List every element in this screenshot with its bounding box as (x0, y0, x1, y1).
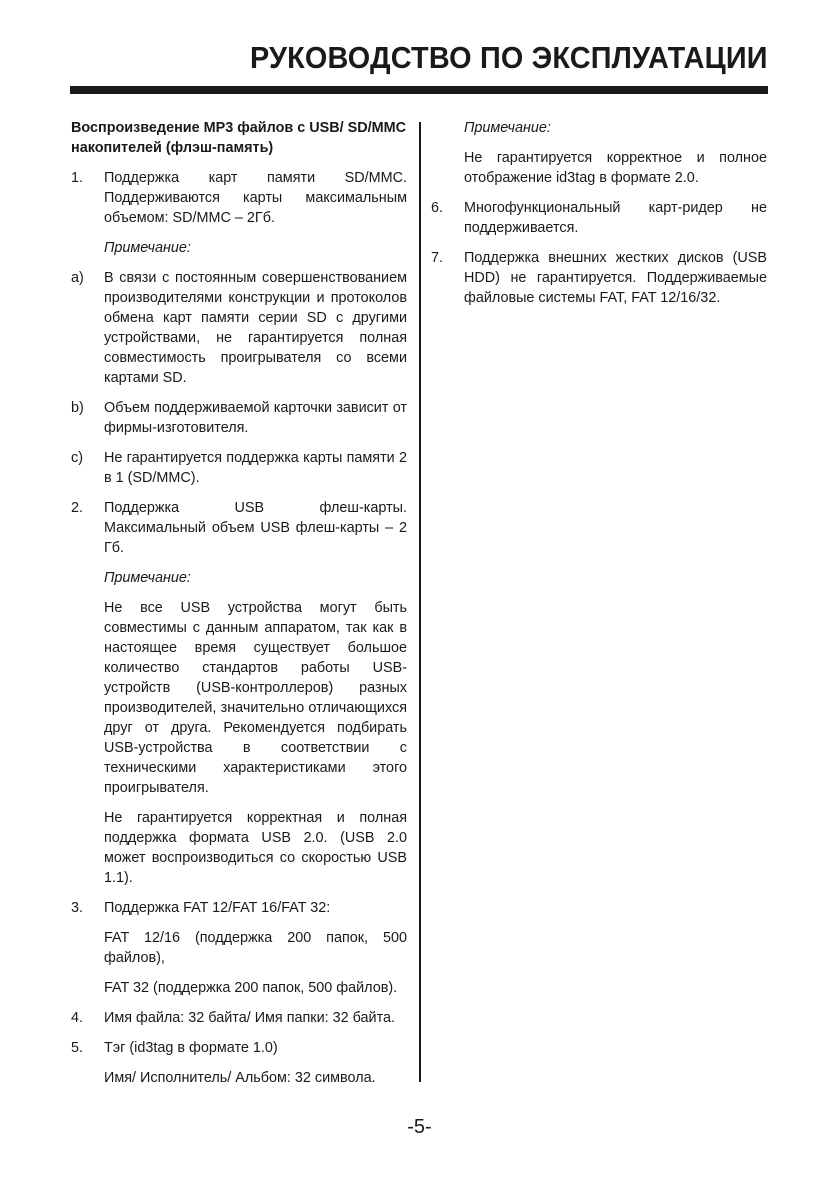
page-number: -5- (407, 1116, 432, 1138)
list-item-3 (71, 898, 407, 918)
list-number: 3. (71, 900, 84, 916)
list-item-1 (71, 168, 407, 228)
paragraph: Не все USB устройства могут быть совместимы с данным аппаратом, так как в настоящее время существует большое количество стандартов работы USB-устройств (USB-контроллеров) разных производителей, значительно отличающихся друг от друга. Рекомендуется подбирать USB-устройства в соответствии с техническими характеристиками этого проигрывателя. (104, 600, 407, 796)
note-label: Примечание: (104, 240, 191, 256)
sub-item-a (71, 268, 407, 388)
paragraph: Имя/ Исполнитель/ Альбом: 32 символа. (104, 1070, 376, 1086)
paragraph: Не гарантируется корректная и полная поддержка формата USB 2.0. (USB 2.0 может воспроизводиться со скоростью USB 1.1). (104, 810, 407, 886)
list-text: Поддержка карт памяти SD/MMC. Поддерживаются карты максимальным объемом: SD/MMC – 2Гб. (104, 170, 407, 226)
list-text: Поддержка USB флеш-карты. Максимальный объем USB флеш-карты – 2 Гб. (104, 500, 407, 556)
list-letter: a) (71, 270, 84, 286)
list-text: Имя файла: 32 байта/ Имя папки: 32 байта. (104, 1010, 396, 1026)
paragraph: FAT 32 (поддержка 200 папок, 500 файлов). (104, 980, 398, 996)
paragraph: FAT 12/16 (поддержка 200 папок, 500 файлов), (104, 930, 407, 966)
list-number: 1. (71, 170, 84, 186)
list-letter: b) (71, 400, 84, 416)
list-text: В связи с постоянным совершенствованием производителями конструкции и протоколов обмена карт памяти серии SD с другими устройствами, не гарантируется полная совместимость проигрывателя со всеми картами SD. (104, 270, 407, 386)
list-text: Поддержка внешних жестких дисков (USB HDD) не гарантируется. Поддерживаемые файловые системы FAT, FAT 12/16/32. (464, 250, 767, 306)
paragraph: Не гарантируется корректное и полное отображение id3tag в формате 2.0. (464, 150, 767, 186)
section-title: Воспроизведение МР3 файлов с USB/ SD/MMC накопителей (флэш-память) (71, 120, 406, 156)
note-label: Примечание: (104, 570, 191, 586)
note-label: Примечание: (464, 120, 551, 136)
list-letter: c) (71, 450, 83, 466)
right-column (431, 118, 767, 318)
list-text: Не гарантируется поддержка карты памяти 2 в 1 (SD/MMC). (104, 450, 407, 486)
sub-item-b (71, 398, 407, 438)
list-item-6 (431, 198, 767, 238)
list-text: Поддержка FAT 12/FAT 16/FAT 32: (104, 900, 331, 916)
list-text: Многофункциональный карт-ридер не поддерживается. (464, 200, 767, 236)
list-number: 2. (71, 500, 84, 516)
sub-item-c (71, 448, 407, 488)
header-rule (70, 86, 768, 94)
list-item-5 (71, 1038, 407, 1058)
list-item-4 (71, 1008, 407, 1028)
list-text: Тэг (id3tag в формате 1.0) (104, 1040, 278, 1056)
list-number: 5. (71, 1040, 84, 1056)
list-number: 7. (431, 250, 444, 266)
list-number: 4. (71, 1010, 84, 1026)
page-title: РУКОВОДСТВО ПО ЭКСПЛУАТАЦИИ (250, 40, 768, 75)
left-column (71, 118, 407, 1098)
list-number: 6. (431, 200, 444, 216)
list-item-2 (71, 498, 407, 558)
list-text: Объем поддерживаемой карточки зависит от фирмы-изготовителя. (104, 400, 407, 436)
list-item-7 (431, 248, 767, 308)
column-divider (419, 122, 421, 1082)
